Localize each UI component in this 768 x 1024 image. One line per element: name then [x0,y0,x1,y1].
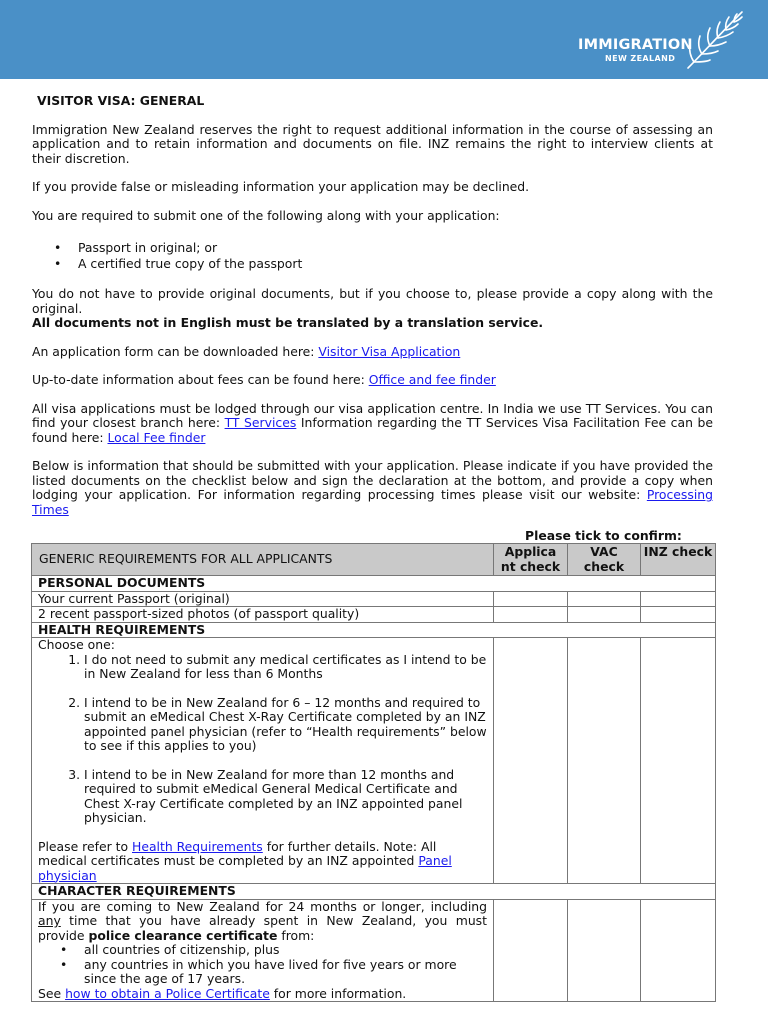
inz-checkbox-character[interactable] [641,899,716,1002]
document-body [32,94,713,517]
requirements-header: GENERIC REQUIREMENTS FOR ALL APPLICANTS [32,544,494,576]
processing-times-link[interactable]: Processing Times [32,487,713,517]
inz-checkbox-health[interactable] [641,638,716,884]
list-item: • A certified true copy of the passport [78,256,713,272]
passport-requirement: Your current Passport (original) [32,591,494,607]
char-text-b: time that you have already spent in New Zealand, you must provide [38,913,487,943]
char-text-a: If you are coming to New Zealand for 24 months or longer, including [38,898,487,914]
character-requirements-heading: CHARACTER REQUIREMENTS [32,884,716,900]
panel-physician-link[interactable]: Panel physician [38,853,452,883]
list-item: • any countries in which you have lived for five years or more since the age of 17 years. [84,958,487,987]
character-countries-list [38,943,487,987]
health-refer-note [38,840,487,884]
immigration-nz-logo [578,10,750,70]
tick-confirm-label: Please tick to confirm: [525,528,682,543]
health-refer-text-b: for further details. Note: All medical certificates must be completed by an INZ appointed [38,838,437,868]
char-any-text: any [38,913,61,928]
false-info-paragraph: If you provide false or misleading information your application may be declined. [32,179,530,194]
vac-checkbox-health[interactable] [568,638,641,884]
char-text-c: from: [277,927,315,943]
applicant-checkbox-character[interactable] [494,899,568,1002]
applicant-checkbox-health[interactable] [494,638,568,884]
table-header-row [32,544,716,576]
health-requirement-cell [32,638,494,884]
health-requirements-heading: HEALTH REQUIREMENTS [32,622,716,638]
list-item: 2. I intend to be in New Zealand for 6 – 12 months and required to submit an eMedical Chest X-Ray Certificate completed by an INZ appointed panel physician (refer to “Health requirements” below to see if this applies to you) [84,696,487,754]
fees-paragraph [32,373,713,388]
lodging-text-b: Information regarding the TT Services Visa Facilitation Fee can be found here: [32,415,713,445]
application-form-text: An application form can be downloaded here: [32,343,319,359]
intro-paragraph: Immigration New Zealand reserves the right to request additional information in the course of assessing an application and to retain information and documents on file. INZ remains the right to interview clients at their discretion. [32,121,713,166]
photos-requirement: 2 recent passport-sized photos (of passport quality) [32,607,494,623]
section-row [32,622,716,638]
fees-text: Up-to-date information about fees can be found here: [32,372,369,387]
passport-options-list [32,240,713,272]
original-docs-paragraph: You do not have to provide original documents, but if you choose to, please provide a copy along with the original. [32,286,713,316]
application-form-paragraph [32,345,713,360]
inz-checkbox-photos[interactable] [641,607,716,623]
logo-main-text: IMMIGRATION [578,37,693,53]
local-fee-finder-link[interactable]: Local Fee finder [107,429,206,445]
header-banner [0,0,768,79]
applicant-check-header: Applica nt check [494,544,568,576]
char-bold-text: police clearance certificate [88,927,278,943]
section-row [32,576,716,592]
personal-documents-heading: PERSONAL DOCUMENTS [32,576,716,592]
vac-checkbox-passport[interactable] [568,591,641,607]
applicant-checkbox-passport[interactable] [494,591,568,607]
vac-check-header: VAC check [568,544,641,576]
logo-sub-text: NEW ZEALAND [605,54,676,63]
tt-services-link[interactable]: TT Services [224,415,297,430]
character-paragraph [38,900,487,944]
visitor-visa-application-link[interactable]: Visitor Visa Application [318,343,461,359]
table-row [32,607,716,623]
requirements-table [31,543,716,1002]
police-certificate-note [38,987,487,1002]
office-fee-finder-link[interactable]: Office and fee finder [368,372,496,387]
translation-notice: All documents not in English must be translated by a translation service. [32,315,544,330]
list-item: 3. I intend to be in New Zealand for more than 12 months and required to submit eMedical General Medical Certificate and Chest X-ray Certificate completed by an INZ appointed panel physician. [84,768,487,826]
health-requirements-link[interactable]: Health Requirements [132,838,263,854]
table-row [32,638,716,884]
table-row [32,591,716,607]
vac-checkbox-character[interactable] [568,899,641,1002]
lodging-paragraph [32,402,713,446]
vac-checkbox-photos[interactable] [568,607,641,623]
inz-check-header: INZ check [641,544,716,576]
checklist-paragraph [32,459,713,517]
list-item: 1. I do not need to submit any medical certificates as I intend to be in New Zealand for less than 6 Months [84,653,487,682]
required-docs-paragraph: You are required to submit one of the following along with your application: [32,207,500,223]
inz-checkbox-passport[interactable] [641,591,716,607]
checklist-text: Below is information that should be submitted with your application. Please indicate if you have provided the listed documents on the checklist below and sign the declaration at the bottom, and provide a copy when lodging your application. For information regarding processing times please visit our website: [32,458,713,502]
police-certificate-link[interactable]: how to obtain a Police Certificate [65,985,270,1001]
health-refer-text-a: Please refer to [38,838,132,854]
silver-fern-icon [680,10,750,70]
list-item: • all countries of citizenship, plus [84,943,487,958]
table-row [32,899,716,1002]
applicant-checkbox-photos[interactable] [494,607,568,623]
list-item: • Passport in original; or [78,240,713,256]
page-title: VISITOR VISA: GENERAL [37,93,205,108]
character-requirement-cell [32,899,494,1002]
health-options-list [38,653,487,826]
see-text-a: See [38,985,66,1001]
choose-one-label: Choose one: [38,637,115,652]
lodging-text-a: All visa applications must be lodged through our visa application centre. In India we use TT Services. You can find your closest branch here: [32,400,713,430]
section-row [32,884,716,900]
see-text-b: for more information. [269,985,407,1001]
